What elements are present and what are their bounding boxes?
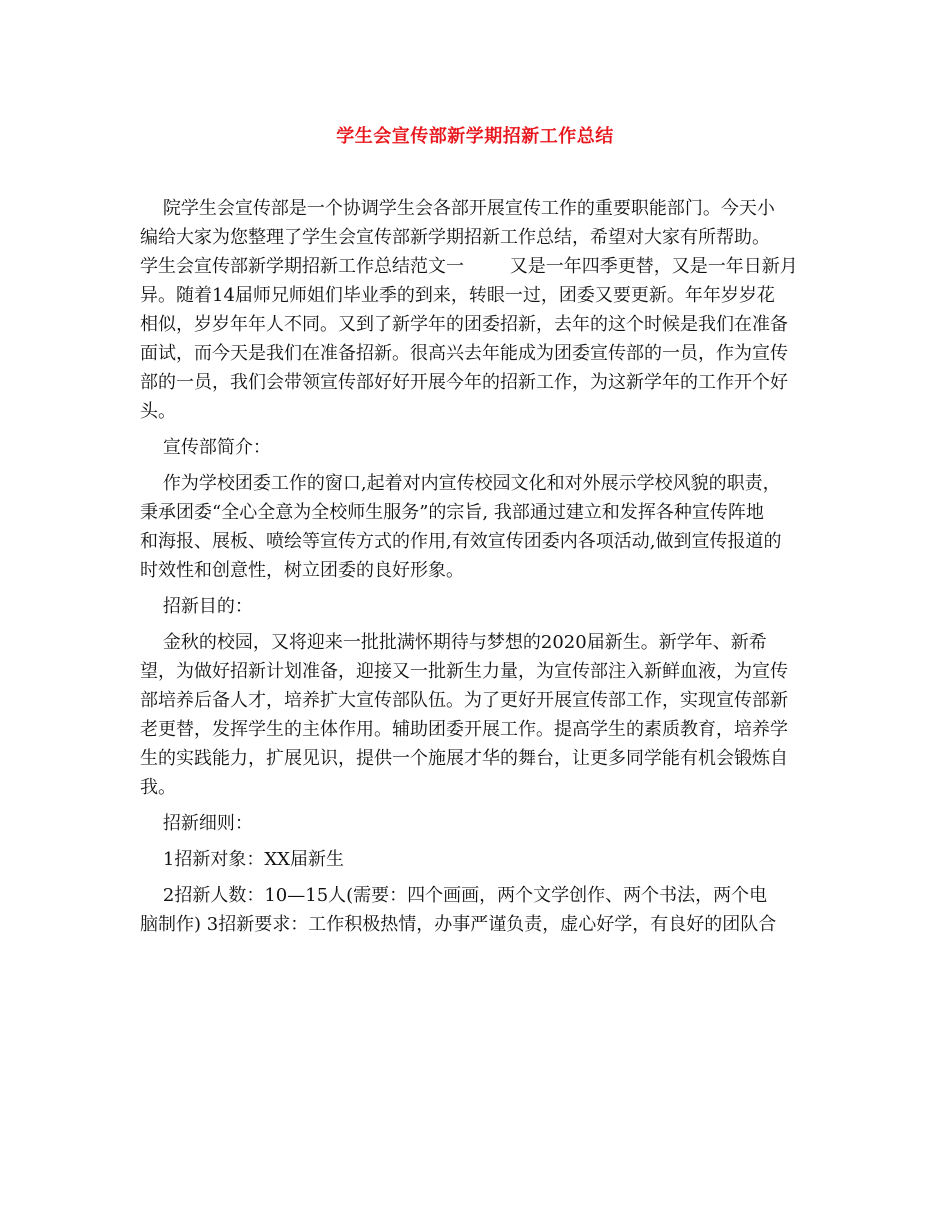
section-heading: 宣传部简介： bbox=[140, 437, 271, 458]
list-item: 2招新人数：10—15人(需要：四个画画，两个文学创作、两个书法，两个电 bbox=[140, 885, 768, 906]
section-heading: 招新细则： bbox=[140, 813, 253, 834]
body-line: 时效性和创意性，树立团委的良好形象。 bbox=[140, 560, 464, 581]
section-heading: 招新目的： bbox=[140, 596, 253, 617]
body-line: 脑制作) 3招新要求：工作积极热情，办事严谨负责，虚心好学，有良好的团队合 bbox=[140, 914, 777, 935]
body-line: 生的实践能力，扩展见识，提供一个施展才华的舞台，让更多同学能有机会锻炼自 bbox=[140, 748, 788, 769]
document-title: 学生会宣传部新学期招新工作总结 bbox=[336, 126, 614, 147]
body-line: 作为学校团委工作的窗口,起着对内宣传校园文化和对外展示学校风貌的职责， bbox=[140, 473, 781, 494]
body-line: 相似，岁岁年年人不同。又到了新学年的团委招新，去年的这个时候是我们在准备 bbox=[140, 314, 788, 335]
body-line: 学生会宣传部新学期招新工作总结范文一 又是一年四季更替，又是一年日新月 bbox=[140, 256, 798, 277]
body-line: 部培养后备人才，培养扩大宣传部队伍。为了更好开展宣传部工作，实现宣传部新 bbox=[140, 690, 788, 711]
document-body bbox=[140, 194, 815, 939]
body-line: 部的一员，我们会带领宣传部好好开展今年的招新工作，为这新学年的工作开个好 bbox=[140, 372, 788, 393]
body-line: 秉承团委“全心全意为全校师生服务”的宗旨, 我部通过建立和发挥各种宣传阵地 bbox=[140, 502, 764, 523]
body-line: 我。 bbox=[140, 777, 176, 798]
body-line: 和海报、展板、喷绘等宣传方式的作用,有效宣传团委内各项活动,做到宣传报道的 bbox=[140, 531, 782, 552]
body-line: 头。 bbox=[140, 401, 176, 422]
list-item: 1招新对象：XX届新生 bbox=[140, 849, 344, 870]
body-line: 老更替，发挥学生的主体作用。辅助团委开展工作。提高学生的素质教育，培养学 bbox=[140, 719, 788, 740]
body-line: 异。随着14届师兄师姐们毕业季的到来，转眼一过，团委又要更新。年年岁岁花 bbox=[140, 285, 775, 306]
body-line: 望，为做好招新计划准备，迎接又一批新生力量，为宣传部注入新鲜血液，为宣传 bbox=[140, 661, 788, 682]
body-line: 金秋的校园，又将迎来一批批满怀期待与梦想的2020届新生。新学年、新希 bbox=[140, 632, 767, 653]
body-line: 面试，而今天是我们在准备招新。很高兴去年能成为团委宣传部的一员，作为宣传 bbox=[140, 343, 788, 364]
body-line: 院学生会宣传部是一个协调学生会各部开展宣传工作的重要职能部门。今天小 bbox=[140, 198, 775, 219]
body-line: 编给大家为您整理了学生会宣传部新学期招新工作总结，希望对大家有所帮助。 bbox=[140, 227, 770, 248]
